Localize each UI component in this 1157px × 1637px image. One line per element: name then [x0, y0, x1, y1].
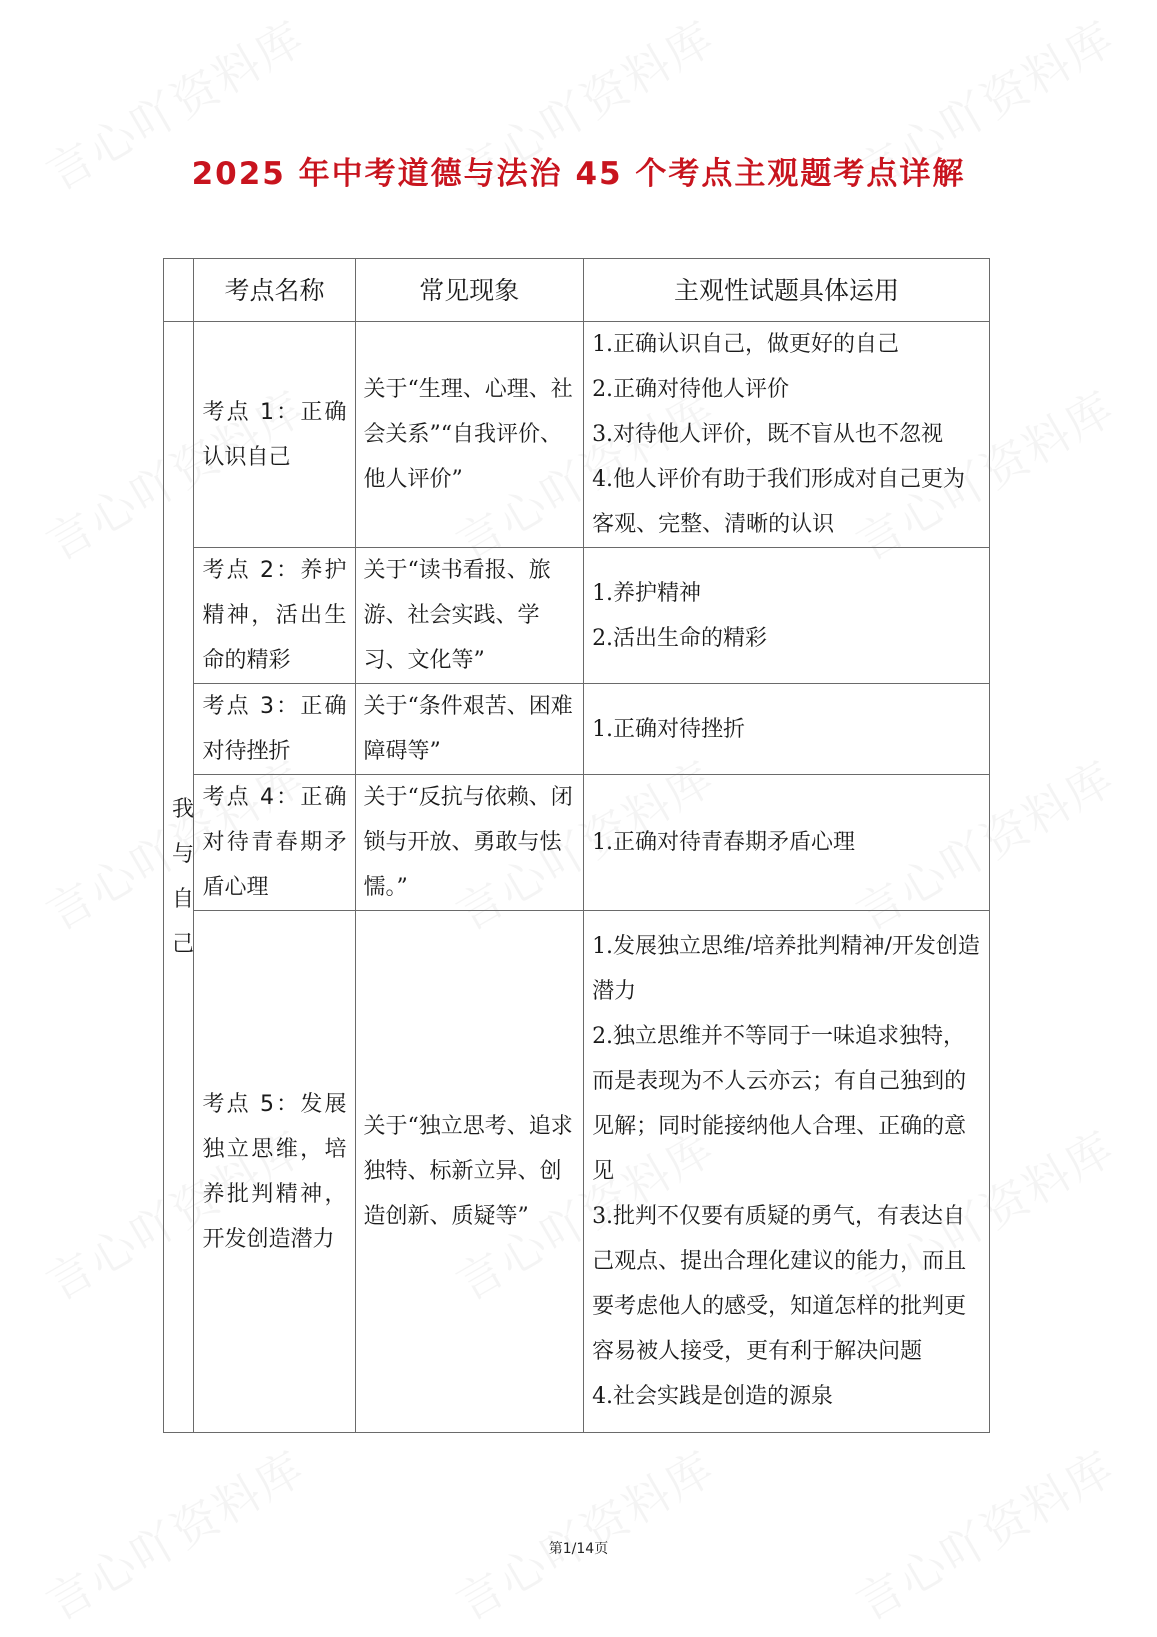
page-indicator: 第1/14页 [548, 1541, 609, 1557]
application-item: 2.独立思维并不等同于一味追求独特，而是表现为不人云亦云；有自己独到的见解；同时能接纳他人合理、正确的意见 [592, 1024, 967, 1184]
point-name: 考点 3：正确对待挫折 [194, 684, 355, 775]
table-row [164, 322, 990, 548]
application-item: 2.活出生命的精彩 [592, 625, 768, 651]
application-item: 3.对待他人评价，既不盲从也不忽视 [592, 422, 944, 447]
category-char: 我 [172, 797, 195, 822]
point-application [584, 548, 990, 684]
point-application [584, 684, 990, 775]
header-category-blank [164, 259, 194, 322]
table-row [164, 775, 990, 911]
point-application [584, 775, 990, 911]
application-item: 3.批判不仅要有质疑的勇气，有表达自己观点、提出合理化建议的能力，而且要考虑他人的感受，知道怎样的批判更容易被人接受，更有利于解决问题 [592, 1204, 967, 1364]
category-label [172, 787, 195, 967]
watermark [443, 1432, 725, 1633]
table-row [164, 911, 990, 1433]
point-phenomenon: 关于“独立思考、追求独特、标新立异、创造创新、质疑等” [355, 911, 584, 1433]
exam-points-table [163, 258, 990, 1433]
category-cell [164, 322, 194, 1433]
point-name: 考点 5：发展独立思维，培养批判精神，开发创造潜力 [194, 911, 355, 1433]
watermark [843, 1432, 1125, 1633]
page-title: 2025 年中考道德与法治 45 个考点主观题考点详解 [191, 156, 966, 192]
application-item: 1.正确认识自己，做更好的自己 [592, 332, 900, 357]
category-char: 己 [172, 932, 195, 957]
application-item: 4.他人评价有助于我们形成对自己更为客观、完整、清晰的认识 [592, 467, 966, 537]
application-item: 1.正确对待青春期矛盾心理 [592, 830, 856, 855]
point-phenomenon: 关于“读书看报、旅游、社会实践、学习、文化等” [355, 548, 584, 684]
point-application [584, 322, 990, 548]
point-phenomenon: 关于“反抗与依赖、闭锁与开放、勇敢与怯懦。” [355, 775, 584, 911]
point-name: 考点 1：正确认识自己 [194, 322, 355, 548]
header-application: 主观性试题具体运用 [584, 259, 990, 322]
application-item: 1.正确对待挫折 [592, 716, 746, 742]
table-row [164, 684, 990, 775]
point-name: 考点 2：养护精神，活出生命的精彩 [194, 548, 355, 684]
point-phenomenon: 关于“条件艰苦、困难障碍等” [355, 684, 584, 775]
category-char: 与 [172, 842, 195, 867]
application-item: 2.正确对待他人评价 [592, 377, 790, 402]
category-char: 自 [172, 887, 195, 912]
watermark [33, 1432, 315, 1633]
point-name: 考点 4：正确对待青春期矛盾心理 [194, 775, 355, 911]
point-phenomenon: 关于“生理、心理、社会关系”“自我评价、他人评价” [355, 322, 584, 548]
application-item: 1.养护精神 [592, 580, 702, 606]
table-row [164, 548, 990, 684]
application-item: 4.社会实践是创造的源泉 [592, 1384, 834, 1409]
application-item: 1.发展独立思维/培养批判精神/开发创造潜力 [592, 934, 980, 1004]
table-header-row [164, 259, 990, 322]
header-phenomenon: 常见现象 [355, 259, 584, 322]
header-name: 考点名称 [194, 259, 355, 322]
point-application [584, 911, 990, 1433]
